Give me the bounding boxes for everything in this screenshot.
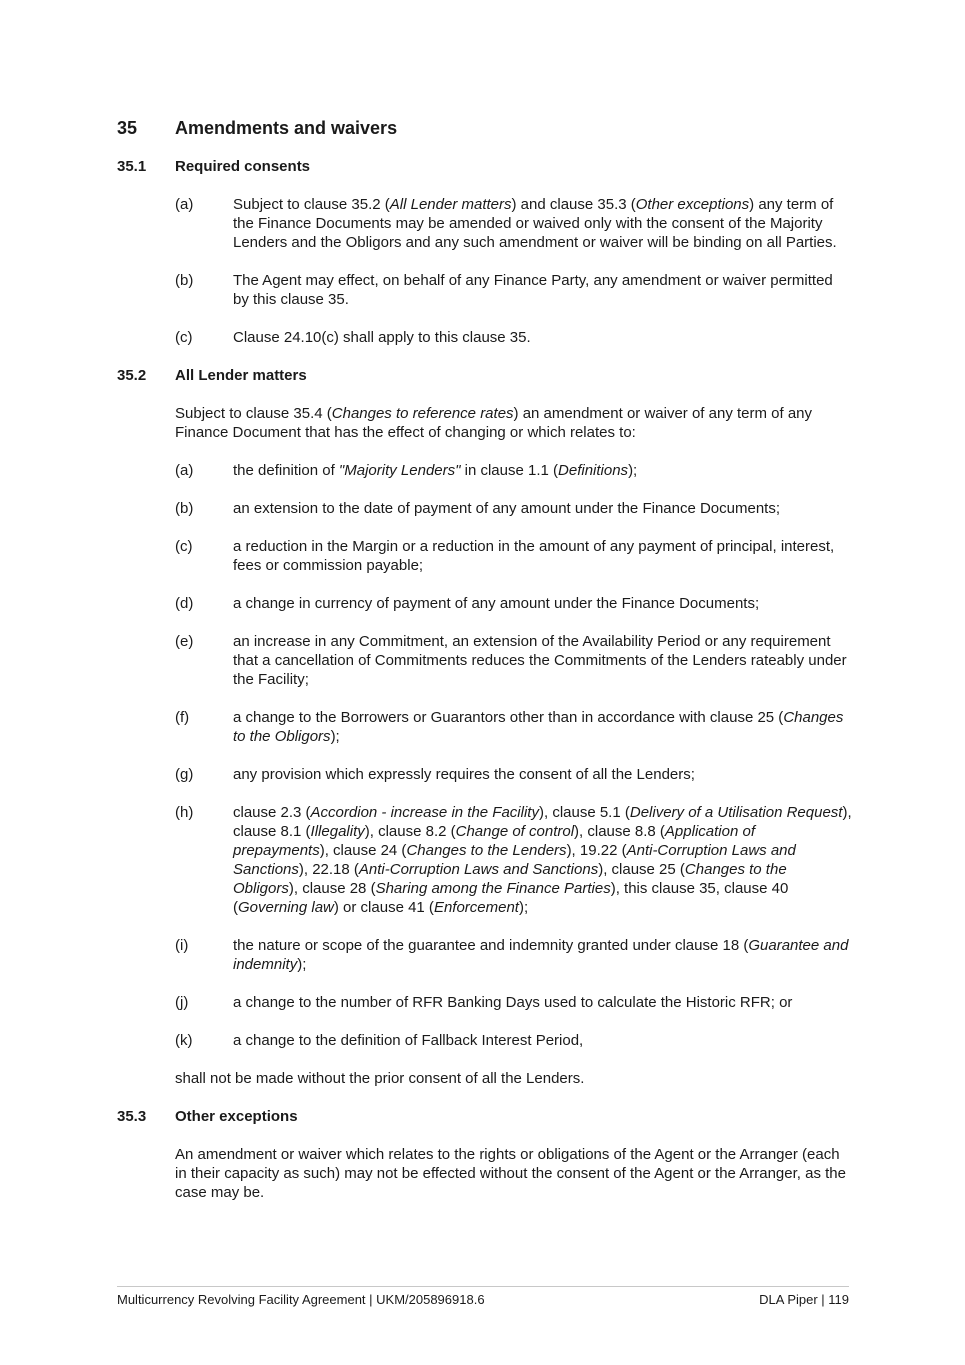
text-run: ), clause 24 ( [319,842,407,859]
text-run: Subject to clause 35.4 ( [175,405,332,422]
list-item-label: (e) [175,633,194,650]
italic-reference: Application of prepayments [233,823,755,859]
text-run: a change to the number of RFR Banking Days used to calculate the Historic RFR; or [233,994,793,1011]
text-run: ) or clause 41 ( [333,899,434,916]
text-run: ), clause 8.1 ( [233,804,852,840]
text-run: clause 2.3 ( [233,804,311,821]
text-run: The Agent may effect, on behalf of any Finance Party, any amendment or waiver permitted by this clause 35. [233,272,833,308]
page-footer [117,1292,849,1307]
italic-reference: Change of control [455,823,575,840]
list-item-label: (c) [175,538,193,555]
italic-reference: Guarantee and indemnity [233,937,849,973]
text-run: ); [297,956,307,973]
list-item-text [233,594,852,613]
list-item-label: (g) [175,766,194,783]
list-item [175,708,852,746]
list-item-text [233,1031,852,1050]
list-item [175,328,852,347]
text-run: ) any term of the Finance Documents may be amended or waived only with the consent of the Majority Lenders and the Obligors and any such amendment or waiver will be binding on all Parties. [233,196,837,251]
footer-page-number: DLA Piper | 119 [759,1292,849,1307]
text-run: a reduction in the Margin or a reduction in the amount of any payment of principal, interest, fees or commission payable; [233,538,835,574]
list-item [175,765,852,784]
italic-reference: Delivery of a Utilisation Request [629,804,843,821]
text-run: ) and clause 35.3 ( [511,196,636,213]
text-run: ) an amendment or waiver of any term of any Finance Document that has the effect of changing or which relates to: [175,405,813,441]
list-item [175,803,852,917]
list-item [175,537,852,575]
text-run: ), clause 25 ( [598,861,685,878]
italic-reference: Sharing among the Finance Parties [375,880,611,897]
list-item-text [233,328,852,347]
list-item-text [233,461,852,480]
list-item [175,271,852,309]
list-item-label: (h) [175,804,194,821]
list-item-label: (d) [175,595,194,612]
list-item-label: (a) [175,196,194,213]
subclause-heading [117,1107,852,1126]
clause-number: 35 [117,118,138,138]
list-item-label: (k) [175,1032,193,1049]
text-run: shall not be made without the prior consent of all the Lenders. [175,1070,585,1087]
list-item-label: (f) [175,709,190,726]
text-run: a change to the Borrowers or Guarantors other than in accordance with clause 25 ( [233,709,784,726]
text-run: ); [330,728,340,745]
text-run: ), 19.22 ( [566,842,627,859]
italic-reference: Accordion - increase in the Facility [310,804,539,821]
text-run: an extension to the date of payment of any amount under the Finance Documents; [233,500,781,517]
list-item-text [233,708,852,746]
sections [117,157,852,1202]
footer-divider [117,1286,849,1287]
text-run: the definition of [233,462,339,479]
list-item [175,1031,852,1050]
text-run: any provision which expressly requires the consent of all the Lenders; [233,766,695,783]
text-run: ), this clause 35, clause 40 ( [233,880,789,916]
subclause-number: 35.3 [117,1108,147,1125]
text-run: Subject to clause 35.2 ( [233,196,390,213]
list-item-text [233,632,852,689]
italic-reference: Definitions [558,462,629,479]
text-run: ), clause 8.8 ( [574,823,665,840]
list-item [175,993,852,1012]
clause-title: Amendments and waivers [175,118,398,138]
text-run: ), clause 8.2 ( [364,823,456,840]
text-run: An amendment or waiver which relates to the rights or obligations of the Agent or the Arranger (each in their capacity as such) may not be effected without the consent of the Agent or the Arranger, as the case may be. [175,1146,846,1201]
list-item-label: (a) [175,462,194,479]
list-item-label: (b) [175,500,194,517]
list-item-label: (c) [175,329,193,346]
text-run: ); [518,899,529,916]
list-item [175,594,852,613]
text-run: ), 22.18 ( [298,861,359,878]
italic-reference: Other exceptions [635,196,750,213]
list-item [175,632,852,689]
subclause-heading [117,366,852,385]
list-item-text [233,803,852,917]
italic-reference: Illegality [310,823,365,840]
subclause-title: All Lender matters [175,367,307,384]
list-item-text [233,271,852,309]
italic-reference: Changes to reference rates [331,405,514,422]
footer-document-title: Multicurrency Revolving Facility Agreement | UKM/205896918.6 [117,1292,485,1307]
text-run: a change to the definition of Fallback Interest Period, [233,1032,584,1049]
list-item-label: (j) [175,994,189,1011]
italic-reference: Governing law [238,899,334,916]
text-run: in clause 1.1 ( [460,462,559,479]
list-item-text [233,537,852,575]
subclause-heading [117,157,852,176]
list-item-text [233,765,852,784]
list-item-label: (i) [175,937,189,954]
list-item-text [233,499,852,518]
paragraph [175,1145,852,1202]
text-run: an increase in any Commitment, an extension of the Availability Period or any requirement that a cancellation of Commitments reduces the Commitments of the Lenders rateably under the Facility; [233,633,847,688]
italic-reference: Changes to the Obligors [233,861,787,897]
italic-reference: All Lender matters [389,196,512,213]
italic-reference: "Majority Lenders" [338,462,461,479]
subclause-title: Required consents [175,158,311,175]
list-item-text [233,936,852,974]
text-run: ), clause 5.1 ( [538,804,630,821]
italic-reference: Changes to the Lenders [406,842,567,859]
italic-reference: Anti-Corruption Laws and Sanctions [233,842,796,878]
text-run: the nature or scope of the guarantee and indemnity granted under clause 18 ( [233,937,749,954]
subclause-number: 35.2 [117,367,147,384]
text-run: ); [628,462,638,479]
list-item [175,195,852,252]
list-item-text [233,993,852,1012]
list-item [175,936,852,974]
paragraph [175,1069,852,1088]
italic-reference: Enforcement [433,899,519,916]
text-run: a change in currency of payment of any amount under the Finance Documents; [233,595,760,612]
list-item-label: (b) [175,272,194,289]
text-run: Clause 24.10(c) shall apply to this clause 35. [233,329,531,346]
clause-heading [117,117,852,139]
text-run: ), clause 28 ( [288,880,376,897]
subclause-number: 35.1 [117,158,147,175]
list-item [175,499,852,518]
subclause-title: Other exceptions [175,1108,298,1125]
paragraph [175,404,852,442]
list-item-text [233,195,852,252]
document-body [117,117,852,1221]
italic-reference: Anti-Corruption Laws and Sanctions [358,861,599,878]
list-item [175,461,852,480]
italic-reference: Changes to the Obligors [233,709,844,745]
